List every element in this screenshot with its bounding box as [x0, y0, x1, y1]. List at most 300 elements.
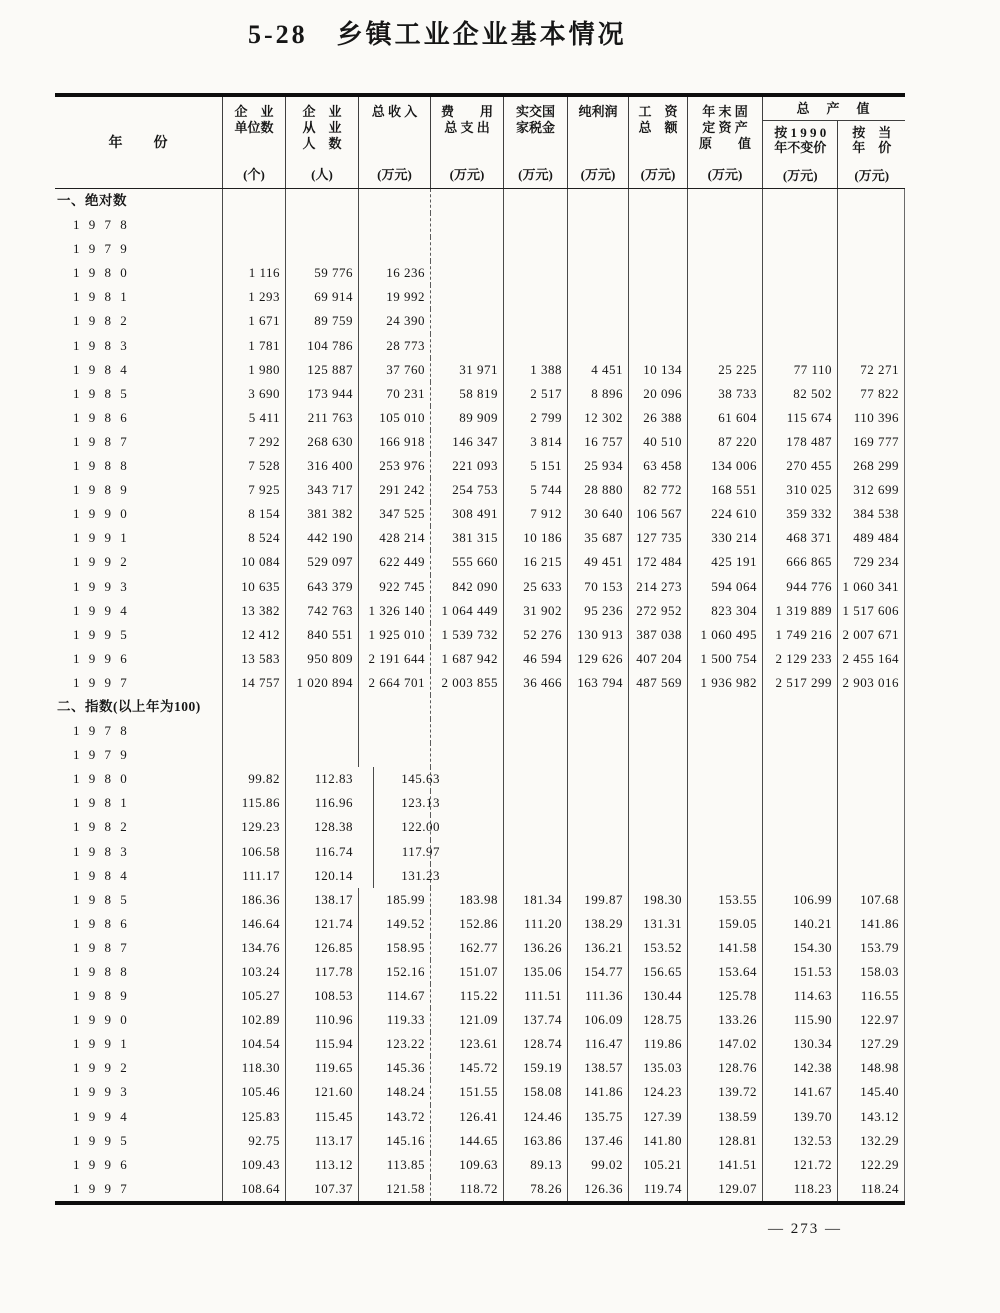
value-cell: 63 458: [628, 454, 687, 478]
table-row: [55, 285, 905, 309]
table-row: [55, 1153, 905, 1177]
value-cell: 152.86: [430, 912, 503, 936]
value-cell: [358, 695, 430, 719]
value-cell: 141.67: [762, 1080, 837, 1104]
value-cell: 312 699: [837, 478, 905, 502]
header-unit: (万元): [782, 168, 818, 183]
value-cell: 139.72: [687, 1080, 762, 1104]
value-cell: [687, 864, 762, 888]
value-cell: 166 918: [358, 430, 430, 454]
value-cell: 291 242: [358, 478, 430, 502]
value-cell: [222, 719, 285, 743]
value-cell: 5 151: [503, 454, 567, 478]
section-row: [55, 695, 905, 719]
value-cell: 254 753: [430, 478, 503, 502]
value-cell: 144.65: [430, 1129, 503, 1153]
value-cell: 111.36: [567, 984, 628, 1008]
value-cell: [628, 285, 687, 309]
value-cell: [687, 237, 762, 261]
value-cell: 316 400: [285, 454, 358, 478]
value-cell: 384 538: [837, 502, 905, 526]
table-row: [55, 406, 905, 430]
value-cell: 185.99: [358, 888, 430, 912]
value-cell: [837, 791, 905, 815]
value-cell: 119.74: [628, 1177, 687, 1201]
col-header-net-profit: [567, 97, 628, 188]
value-cell: 2 517: [503, 382, 567, 406]
value-cell: 359 332: [762, 502, 837, 526]
col-header-enterprise-units: [222, 97, 285, 188]
value-cell: 109.63: [430, 1153, 503, 1177]
value-cell: 119.86: [628, 1032, 687, 1056]
table-row: [55, 382, 905, 406]
table-row: [55, 1032, 905, 1056]
value-cell: 137.74: [503, 1008, 567, 1032]
value-cell: 1 020 894: [285, 671, 358, 695]
value-cell: [628, 719, 687, 743]
value-cell: 89.13: [503, 1153, 567, 1177]
value-cell: 13 382: [222, 599, 285, 623]
value-cell: 132.53: [762, 1129, 837, 1153]
year-cell: 1 9 9 2: [73, 554, 130, 570]
table-row: [55, 478, 905, 502]
col-header-fixed-assets: [687, 97, 762, 188]
value-cell: [762, 309, 837, 333]
value-cell: 10 134: [628, 358, 687, 382]
value-cell: 224 610: [687, 502, 762, 526]
year-cell: 1 9 9 4: [73, 602, 130, 618]
value-cell: [567, 767, 628, 791]
value-cell: [628, 864, 687, 888]
value-cell: 8 896: [567, 382, 628, 406]
value-cell: 145.36: [358, 1056, 430, 1080]
table-row: [55, 671, 905, 695]
value-cell: [762, 237, 837, 261]
table-row: [55, 309, 905, 333]
col-header-total-income: [358, 97, 430, 188]
value-cell: 37 760: [358, 358, 430, 382]
year-cell: 1 9 8 4: [73, 361, 130, 377]
table-row: [55, 1105, 905, 1129]
value-cell: 381 315: [430, 526, 503, 550]
value-cell: 104.54: [222, 1032, 285, 1056]
value-cell: 138.57: [567, 1056, 628, 1080]
value-cell: 178 487: [762, 430, 837, 454]
value-cell: 87 220: [687, 430, 762, 454]
year-cell: 1 9 9 5: [73, 1132, 130, 1148]
value-cell: 153.55: [687, 888, 762, 912]
year-cell: 1 9 7 9: [73, 241, 130, 257]
value-cell: 105.21: [628, 1153, 687, 1177]
value-cell: [430, 743, 503, 767]
year-cell: 1 9 8 6: [73, 409, 130, 425]
value-cell: 7 528: [222, 454, 285, 478]
value-cell: 121.60: [285, 1080, 358, 1104]
value-cell: 387 038: [628, 623, 687, 647]
value-cell: 154.77: [567, 960, 628, 984]
value-cell: 128.38: [285, 815, 358, 839]
year-cell: 1 9 7 8: [73, 723, 130, 739]
value-cell: 77 822: [837, 382, 905, 406]
value-cell: 347 525: [358, 502, 430, 526]
table-row: [55, 912, 905, 936]
value-cell: 124.46: [503, 1105, 567, 1129]
value-cell: 622 449: [358, 550, 430, 574]
value-cell: 25 225: [687, 358, 762, 382]
value-cell: 214 273: [628, 575, 687, 599]
value-cell: 31 971: [430, 358, 503, 382]
col-header-total-wages: [628, 97, 687, 188]
value-cell: 129 626: [567, 647, 628, 671]
value-cell: [503, 767, 567, 791]
value-cell: 19 992: [358, 285, 430, 309]
value-cell: 1 749 216: [762, 623, 837, 647]
value-cell: 30 640: [567, 502, 628, 526]
value-cell: [222, 743, 285, 767]
value-cell: [430, 309, 503, 333]
value-cell: [762, 334, 837, 358]
value-cell: 106 567: [628, 502, 687, 526]
year-cell: 1 9 8 6: [73, 915, 130, 931]
value-cell: 840 551: [285, 623, 358, 647]
col-header-lines: [516, 104, 555, 136]
table-row: [55, 743, 905, 767]
value-cell: 137.46: [567, 1129, 628, 1153]
value-cell: 181.34: [503, 888, 567, 912]
value-cell: [837, 864, 905, 888]
value-cell: [628, 334, 687, 358]
year-cell: 1 9 9 5: [73, 626, 130, 642]
value-cell: 138.59: [687, 1105, 762, 1129]
value-cell: 270 455: [762, 454, 837, 478]
header-line: 单位数: [234, 120, 274, 135]
value-cell: 126.85: [285, 936, 358, 960]
value-cell: 115 674: [762, 406, 837, 430]
value-cell: [687, 815, 762, 839]
table-row: [55, 213, 905, 237]
value-cell: [285, 213, 358, 237]
table-row: [55, 791, 905, 815]
header-line: 年 价: [852, 140, 892, 155]
value-cell: 221 093: [430, 454, 503, 478]
section-label: 二、指数(以上年为100): [57, 698, 201, 714]
value-cell: [567, 743, 628, 767]
value-cell: 148.98: [837, 1056, 905, 1080]
value-cell: [503, 261, 567, 285]
value-cell: 13 583: [222, 647, 285, 671]
value-cell: 31 902: [503, 599, 567, 623]
value-cell: 128.75: [628, 1008, 687, 1032]
value-cell: 116.74: [285, 840, 358, 864]
value-cell: 25 934: [567, 454, 628, 478]
col-header-lines: [578, 104, 617, 120]
value-cell: 173 944: [285, 382, 358, 406]
value-cell: [687, 767, 762, 791]
value-cell: 151.53: [762, 960, 837, 984]
header-line: 总 支 出: [444, 120, 490, 135]
col-header-current-price: [837, 121, 905, 188]
value-cell: 115.45: [285, 1105, 358, 1129]
value-cell: 59 776: [285, 261, 358, 285]
value-cell: 1 500 754: [687, 647, 762, 671]
value-cell: 10 186: [503, 526, 567, 550]
value-cell: [762, 695, 837, 719]
value-cell: 950 809: [285, 647, 358, 671]
value-cell: 489 484: [837, 526, 905, 550]
value-cell: 129.07: [687, 1177, 762, 1201]
value-cell: 46 594: [503, 647, 567, 671]
value-cell: [430, 213, 503, 237]
year-cell: 1 9 9 0: [73, 1012, 130, 1028]
value-cell: 133.26: [687, 1008, 762, 1032]
value-cell: 153.52: [628, 936, 687, 960]
value-cell: [430, 285, 503, 309]
value-cell: 118.30: [222, 1056, 285, 1080]
page-title: 5-28 乡镇工业企业基本情况: [248, 20, 627, 49]
value-cell: 121.09: [430, 1008, 503, 1032]
value-cell: 123.61: [430, 1032, 503, 1056]
value-cell: 153.79: [837, 936, 905, 960]
value-cell: 487 569: [628, 671, 687, 695]
year-cell: 1 9 8 5: [73, 385, 130, 401]
value-cell: 128.74: [503, 1032, 567, 1056]
value-cell: [567, 719, 628, 743]
value-cell: 141.58: [687, 936, 762, 960]
value-cell: 1 671: [222, 309, 285, 333]
value-cell: 126.36: [567, 1177, 628, 1201]
value-cell: 428 214: [358, 526, 430, 550]
value-cell: 149.52: [358, 912, 430, 936]
value-cell: 127.29: [837, 1032, 905, 1056]
year-cell: 1 9 8 0: [73, 771, 130, 787]
value-cell: [837, 309, 905, 333]
value-cell: 14 757: [222, 671, 285, 695]
value-cell: 154.30: [762, 936, 837, 960]
value-cell: 147.02: [687, 1032, 762, 1056]
value-cell: [687, 285, 762, 309]
col-header-lines: [852, 125, 891, 155]
value-cell: 140.21: [762, 912, 837, 936]
value-cell: 113.17: [285, 1129, 358, 1153]
value-cell: 128.76: [687, 1056, 762, 1080]
value-cell: 145.63: [373, 767, 445, 791]
year-cell: 1 9 8 4: [73, 867, 130, 883]
year-cell: 1 9 9 1: [73, 530, 130, 546]
year-cell: 1 9 8 2: [73, 819, 130, 835]
value-cell: 77 110: [762, 358, 837, 382]
value-cell: 128.81: [687, 1129, 762, 1153]
value-cell: 3 814: [503, 430, 567, 454]
table-row: [55, 719, 905, 743]
value-cell: [687, 791, 762, 815]
col-group-gross-output-label: 总 产 值: [763, 97, 905, 121]
value-cell: 108.53: [285, 984, 358, 1008]
value-cell: [628, 743, 687, 767]
value-cell: 594 064: [687, 575, 762, 599]
value-cell: 40 510: [628, 430, 687, 454]
table-row: [55, 815, 905, 839]
value-cell: 156.65: [628, 960, 687, 984]
value-cell: 7 292: [222, 430, 285, 454]
value-cell: 2 191 644: [358, 647, 430, 671]
value-cell: 118.24: [837, 1177, 905, 1201]
value-cell: [762, 213, 837, 237]
table-row: [55, 960, 905, 984]
value-cell: 78.26: [503, 1177, 567, 1201]
value-cell: 132.29: [837, 1129, 905, 1153]
year-cell: 1 9 8 8: [73, 964, 130, 979]
value-cell: 143.12: [837, 1105, 905, 1129]
value-cell: 118.72: [430, 1177, 503, 1201]
value-cell: 159.19: [503, 1056, 567, 1080]
table-row: [55, 358, 905, 382]
value-cell: [687, 189, 762, 213]
header-unit: (万元): [377, 167, 412, 182]
year-cell: 1 9 9 1: [73, 1036, 130, 1052]
value-cell: [628, 840, 687, 864]
value-cell: [837, 840, 905, 864]
col-header-lines: [441, 104, 493, 136]
value-cell: [358, 237, 430, 261]
value-cell: 425 191: [687, 550, 762, 574]
value-cell: 141.86: [567, 1080, 628, 1104]
table-row: [55, 888, 905, 912]
value-cell: 116.55: [837, 984, 905, 1008]
value-cell: 118.23: [762, 1177, 837, 1201]
value-cell: 138.29: [567, 912, 628, 936]
value-cell: 163 794: [567, 671, 628, 695]
value-cell: 199.87: [567, 888, 628, 912]
value-cell: [567, 695, 628, 719]
value-cell: 115.22: [430, 984, 503, 1008]
value-cell: 123.13: [373, 791, 445, 815]
year-cell: 1 9 8 1: [73, 795, 130, 811]
value-cell: 407 204: [628, 647, 687, 671]
table-row: [55, 1008, 905, 1032]
value-cell: 8 154: [222, 502, 285, 526]
table-row: [55, 575, 905, 599]
value-cell: 130.34: [762, 1032, 837, 1056]
col-header-lines: [699, 104, 751, 152]
value-cell: 113.85: [358, 1153, 430, 1177]
value-cell: [567, 791, 628, 815]
value-cell: 35 687: [567, 526, 628, 550]
table-row: [55, 767, 905, 791]
value-cell: 330 214: [687, 526, 762, 550]
value-cell: [687, 213, 762, 237]
section-row: [55, 189, 905, 213]
value-cell: [503, 791, 567, 815]
value-cell: 729 234: [837, 550, 905, 574]
value-cell: 25 633: [503, 575, 567, 599]
col-header-lines: [372, 104, 418, 120]
value-cell: [687, 695, 762, 719]
table-row: [55, 526, 905, 550]
value-cell: 268 299: [837, 454, 905, 478]
col-header-lines: [302, 104, 341, 152]
value-cell: 111.20: [503, 912, 567, 936]
page-number: — 273 —: [768, 1221, 842, 1237]
value-cell: [567, 309, 628, 333]
value-cell: 20 096: [628, 382, 687, 406]
value-cell: [628, 815, 687, 839]
year-cell: 1 9 8 7: [73, 939, 130, 955]
year-cell: 1 9 8 7: [73, 433, 130, 449]
value-cell: [628, 309, 687, 333]
header-unit: (万元): [640, 167, 676, 182]
value-cell: [285, 189, 358, 213]
value-cell: 119.33: [358, 1008, 430, 1032]
value-cell: 742 763: [285, 599, 358, 623]
table-row: [55, 454, 905, 478]
value-cell: 198.30: [628, 888, 687, 912]
year-cell: 1 9 9 6: [73, 650, 130, 666]
year-cell: 1 9 9 4: [73, 1108, 130, 1124]
value-cell: 129.23: [222, 815, 285, 839]
value-cell: 38 733: [687, 382, 762, 406]
table-row: [55, 1080, 905, 1104]
table-row: [55, 984, 905, 1008]
value-cell: 28 880: [567, 478, 628, 502]
value-cell: 1 936 982: [687, 671, 762, 695]
value-cell: 253 976: [358, 454, 430, 478]
value-cell: 125.83: [222, 1105, 285, 1129]
value-cell: 119.65: [285, 1056, 358, 1080]
value-cell: 135.75: [567, 1105, 628, 1129]
value-cell: [762, 719, 837, 743]
table-row: [55, 502, 905, 526]
col-header-state-tax: [503, 97, 567, 188]
value-cell: [762, 815, 837, 839]
value-cell: [687, 743, 762, 767]
value-cell: [687, 309, 762, 333]
value-cell: [837, 213, 905, 237]
value-cell: 529 097: [285, 550, 358, 574]
value-cell: [687, 840, 762, 864]
value-cell: 12 412: [222, 623, 285, 647]
header-line: 按 1 9 9 0: [774, 125, 827, 140]
value-cell: [503, 285, 567, 309]
header-line: 总 收 入: [371, 104, 418, 119]
value-cell: 146.64: [222, 912, 285, 936]
table-row: [55, 599, 905, 623]
value-cell: [358, 189, 430, 213]
value-cell: [222, 213, 285, 237]
header-line: 年 末 固: [702, 104, 748, 119]
value-cell: [358, 719, 430, 743]
value-cell: 72 271: [837, 358, 905, 382]
value-cell: 151.07: [430, 960, 503, 984]
value-cell: 116.96: [285, 791, 358, 815]
value-cell: 106.09: [567, 1008, 628, 1032]
value-cell: 158.08: [503, 1080, 567, 1104]
table-row: [55, 334, 905, 358]
value-cell: [567, 815, 628, 839]
value-cell: 468 371: [762, 526, 837, 550]
value-cell: [837, 767, 905, 791]
value-cell: 168 551: [687, 478, 762, 502]
value-cell: 106.99: [762, 888, 837, 912]
value-cell: 1 539 732: [430, 623, 503, 647]
year-cell: 1 9 8 1: [73, 289, 130, 305]
value-cell: [567, 189, 628, 213]
value-cell: [222, 695, 285, 719]
value-cell: [837, 743, 905, 767]
value-cell: [762, 840, 837, 864]
col-header-total-expense: [430, 97, 503, 188]
value-cell: 12 302: [567, 406, 628, 430]
value-cell: [358, 213, 430, 237]
